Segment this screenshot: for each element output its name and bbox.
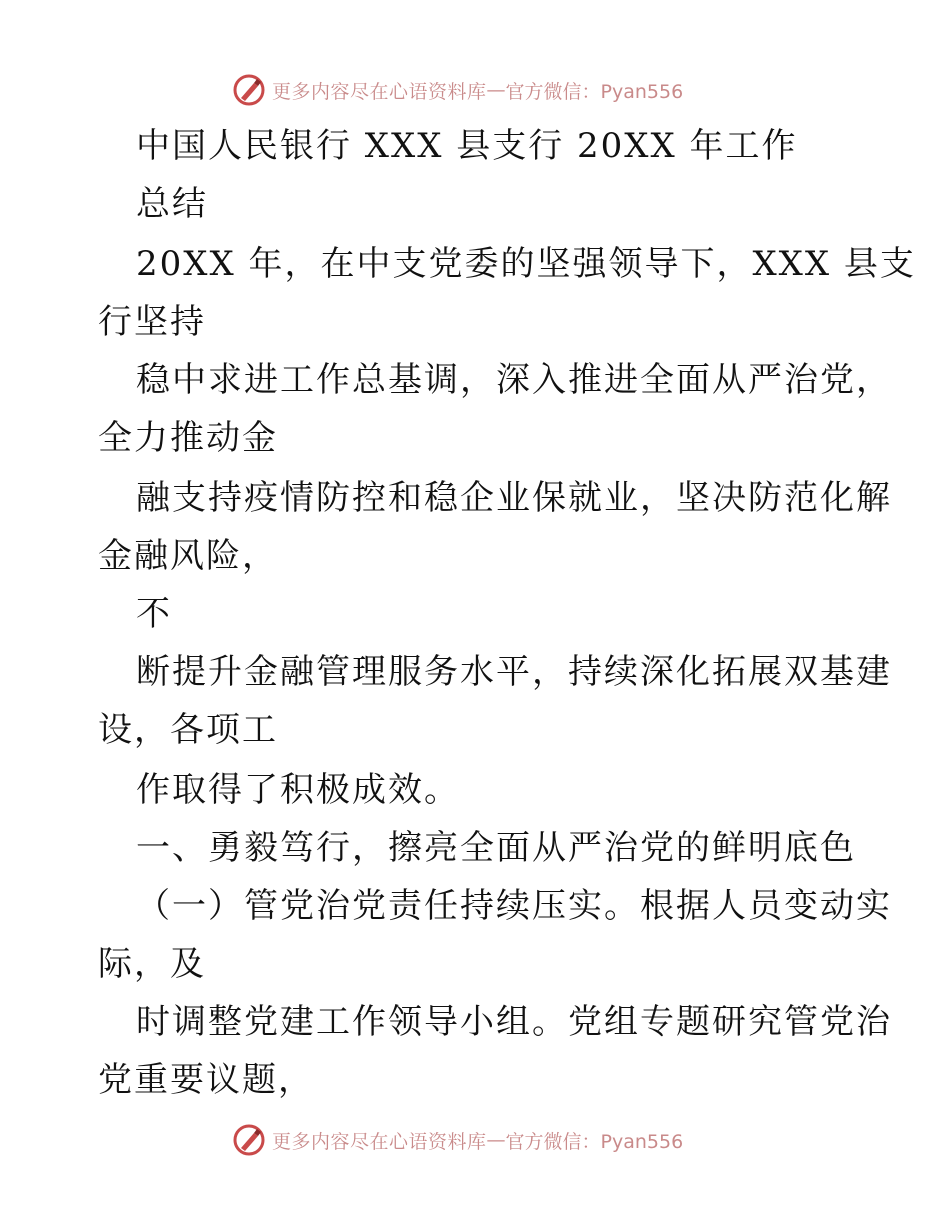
- paragraph-line: 际，及: [98, 944, 206, 984]
- watermark-text: 更多内容尽在心语资料库: [272, 80, 487, 103]
- watermark-text: 更多内容尽在心语资料库: [272, 1130, 487, 1153]
- paragraph-line: 行坚持: [98, 302, 206, 342]
- paragraph-line: 党重要议题，: [98, 1060, 314, 1100]
- pen-logo-icon: [232, 1123, 266, 1157]
- paragraph-line: 作取得了积极成效。: [136, 770, 460, 810]
- paragraph-line: 断提升金融管理服务水平，持续深化拓展双基建: [136, 652, 892, 692]
- paragraph-line: 全力推动金: [98, 418, 278, 458]
- watermark-banner-bottom: [232, 1120, 683, 1160]
- watermark-separator: —: [486, 79, 506, 101]
- document-title-line-2: 总结: [136, 184, 208, 224]
- watermark-wechat: 官方微信：Pyan556: [505, 1130, 684, 1153]
- watermark-wechat: 官方微信：Pyan556: [505, 80, 684, 103]
- paragraph-line: 时调整党建工作领导小组。党组专题研究管党治: [136, 1002, 892, 1042]
- section-heading: 一、勇毅笃行，擦亮全面从严治党的鲜明底色: [136, 828, 856, 868]
- subsection-line: （一）管党治党责任持续压实。根据人员变动实: [136, 886, 892, 926]
- paragraph-line: 20XX 年，在中支党委的坚强领导下，XXX 县支: [136, 244, 916, 284]
- paragraph-line: 融支持疫情防控和稳企业保就业，坚决防范化解: [136, 478, 892, 518]
- paragraph-line: 不: [136, 594, 172, 634]
- watermark-separator: —: [486, 1129, 506, 1151]
- document-title-line-1: 中国人民银行 XXX 县支行 20XX 年工作: [136, 126, 798, 166]
- paragraph-line: 金融风险，: [98, 536, 278, 576]
- paragraph-line: 稳中求进工作总基调，深入推进全面从严治党，: [136, 360, 892, 400]
- paragraph-line: 设，各项工: [98, 710, 278, 750]
